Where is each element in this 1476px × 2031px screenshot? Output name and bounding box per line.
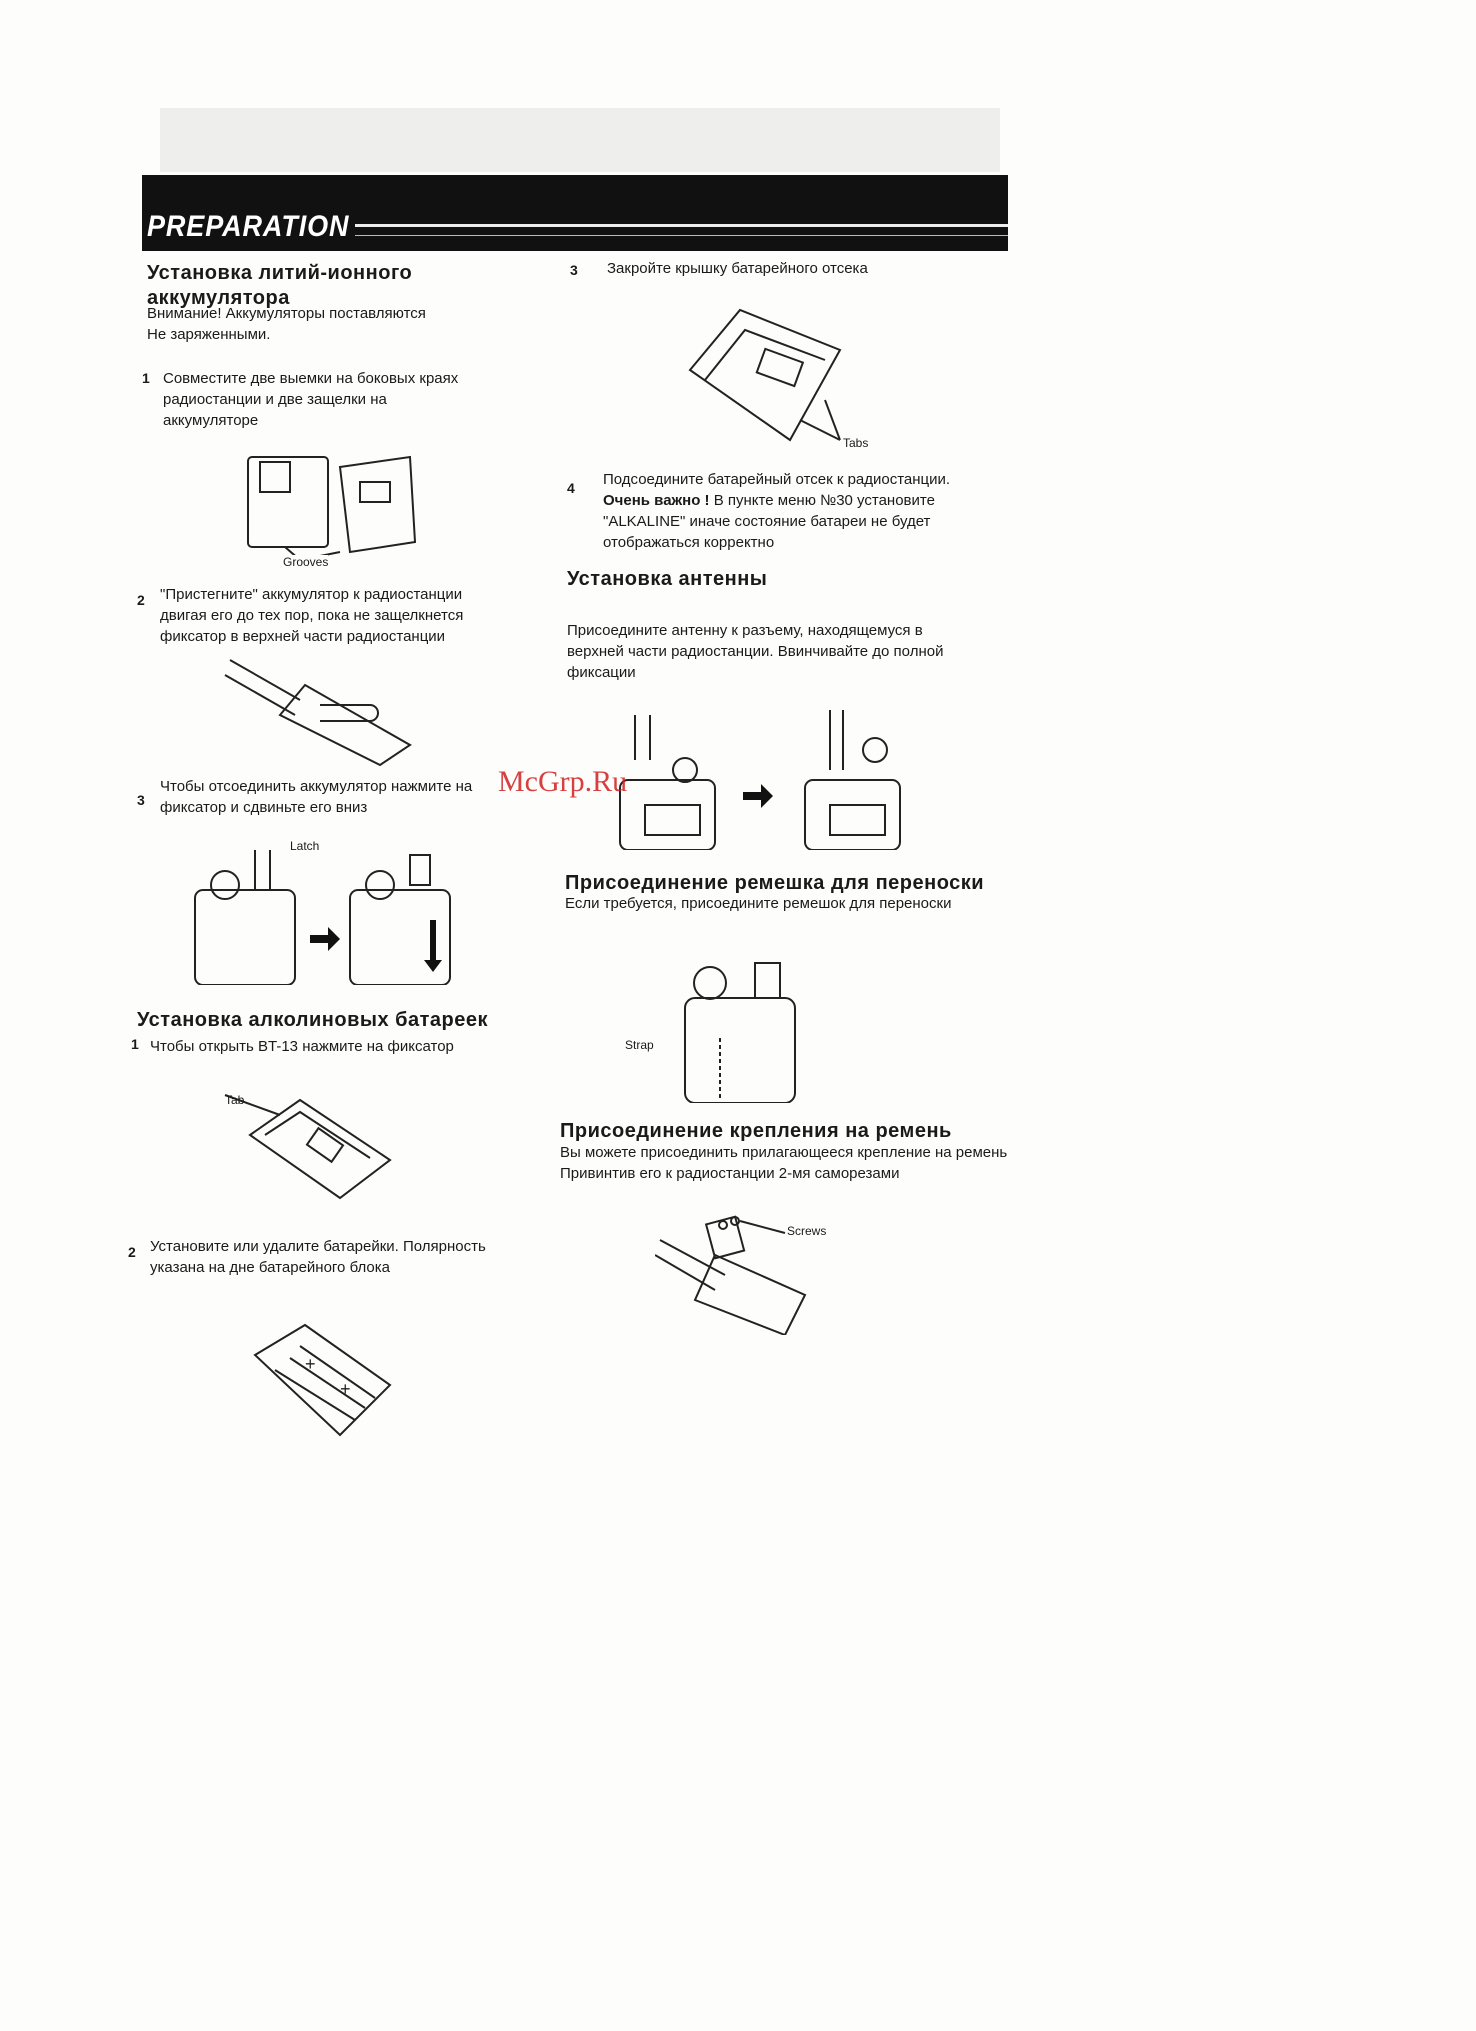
strap-text: Если требуется, присоедините ремешок для переноски <box>565 895 952 912</box>
step-number: 1 <box>131 1036 139 1052</box>
strap-illustration <box>670 958 805 1103</box>
step-number: 1 <box>142 370 150 386</box>
alkaline-heading: Установка алколиновых батареек <box>137 1009 489 1031</box>
bt13-case-illustration <box>220 1090 400 1205</box>
step-text: Установите или удалите батарейки. Полярность указана на дне батарейного блока <box>150 1238 486 1276</box>
step-text: Закройте крышку батарейного отсека <box>607 260 868 277</box>
step-number: 3 <box>570 262 578 278</box>
step-number: 2 <box>128 1244 136 1260</box>
belt-clip-heading: Присоединение крепления на ремень <box>560 1120 952 1142</box>
battery-cover-illustration <box>680 300 870 450</box>
strap-label: Strap <box>625 1038 654 1052</box>
warning-2: Не заряженными. <box>147 326 271 343</box>
latch-label: Latch <box>290 839 320 853</box>
step-text: "Пристегните" аккумулятор к радиостанции двигая его до тех пор, пока не защелкнется фиксатор в верхней части радиостанции <box>160 586 464 645</box>
battery-tray-illustration <box>245 1320 395 1440</box>
step-number: 4 <box>567 480 575 496</box>
svg-text:+: + <box>340 1379 351 1399</box>
svg-text:+: + <box>305 1354 316 1374</box>
grooves-label: Grooves <box>283 555 329 569</box>
tab-label: Tab <box>225 1093 245 1107</box>
step-text: Совместите две выемки на боковых краях радиостанции и две защелки на аккумуляторе <box>163 370 459 429</box>
li-heading-2: аккумулятора <box>147 287 290 309</box>
antenna-illustration <box>615 710 905 850</box>
screws-label: Screws <box>787 1224 827 1238</box>
antenna-text: Присоедините антенну к разъему, находящемуся в верхней части радиостанции. Ввинчивайте до полной фиксации <box>567 622 944 681</box>
header-divider <box>355 224 1008 236</box>
battery-attach-illustration <box>220 645 420 770</box>
strap-heading: Присоединение ремешка для переноски <box>565 872 985 894</box>
belt-clip-text: Вы можете присоединить прилагающееся крепление на ремень Привинтив его к радиостанции 2-мя саморезами <box>560 1144 1008 1182</box>
step-number: 2 <box>137 592 145 608</box>
battery-grooves-illustration <box>240 452 420 572</box>
step-text: Подсоедините батарейный отсек к радиостанции. Очень важно ! В пункте меню №30 установите "ALKALINE" иначе состояние батареи не будет отображаться корректно <box>603 471 951 551</box>
antenna-heading: Установка антенны <box>567 568 768 590</box>
scan-shadow <box>160 108 1000 172</box>
step-number: 3 <box>137 792 145 808</box>
step-text: Чтобы открыть BT-13 нажмите на фиксатор <box>150 1038 454 1055</box>
warning-1: Внимание! Аккумуляторы поставляются <box>147 305 426 322</box>
section-title: PREPARATION <box>147 210 350 243</box>
li-heading-1: Установка литий-ионного <box>147 262 413 284</box>
watermark-logo: McGrp.Ru <box>498 765 628 798</box>
battery-latch-illustration <box>185 850 465 985</box>
step-text: Чтобы отсоединить аккумулятор нажмите на фиксатор и сдвиньте его вниз <box>160 778 473 816</box>
tabs-label: Tabs <box>843 436 869 450</box>
